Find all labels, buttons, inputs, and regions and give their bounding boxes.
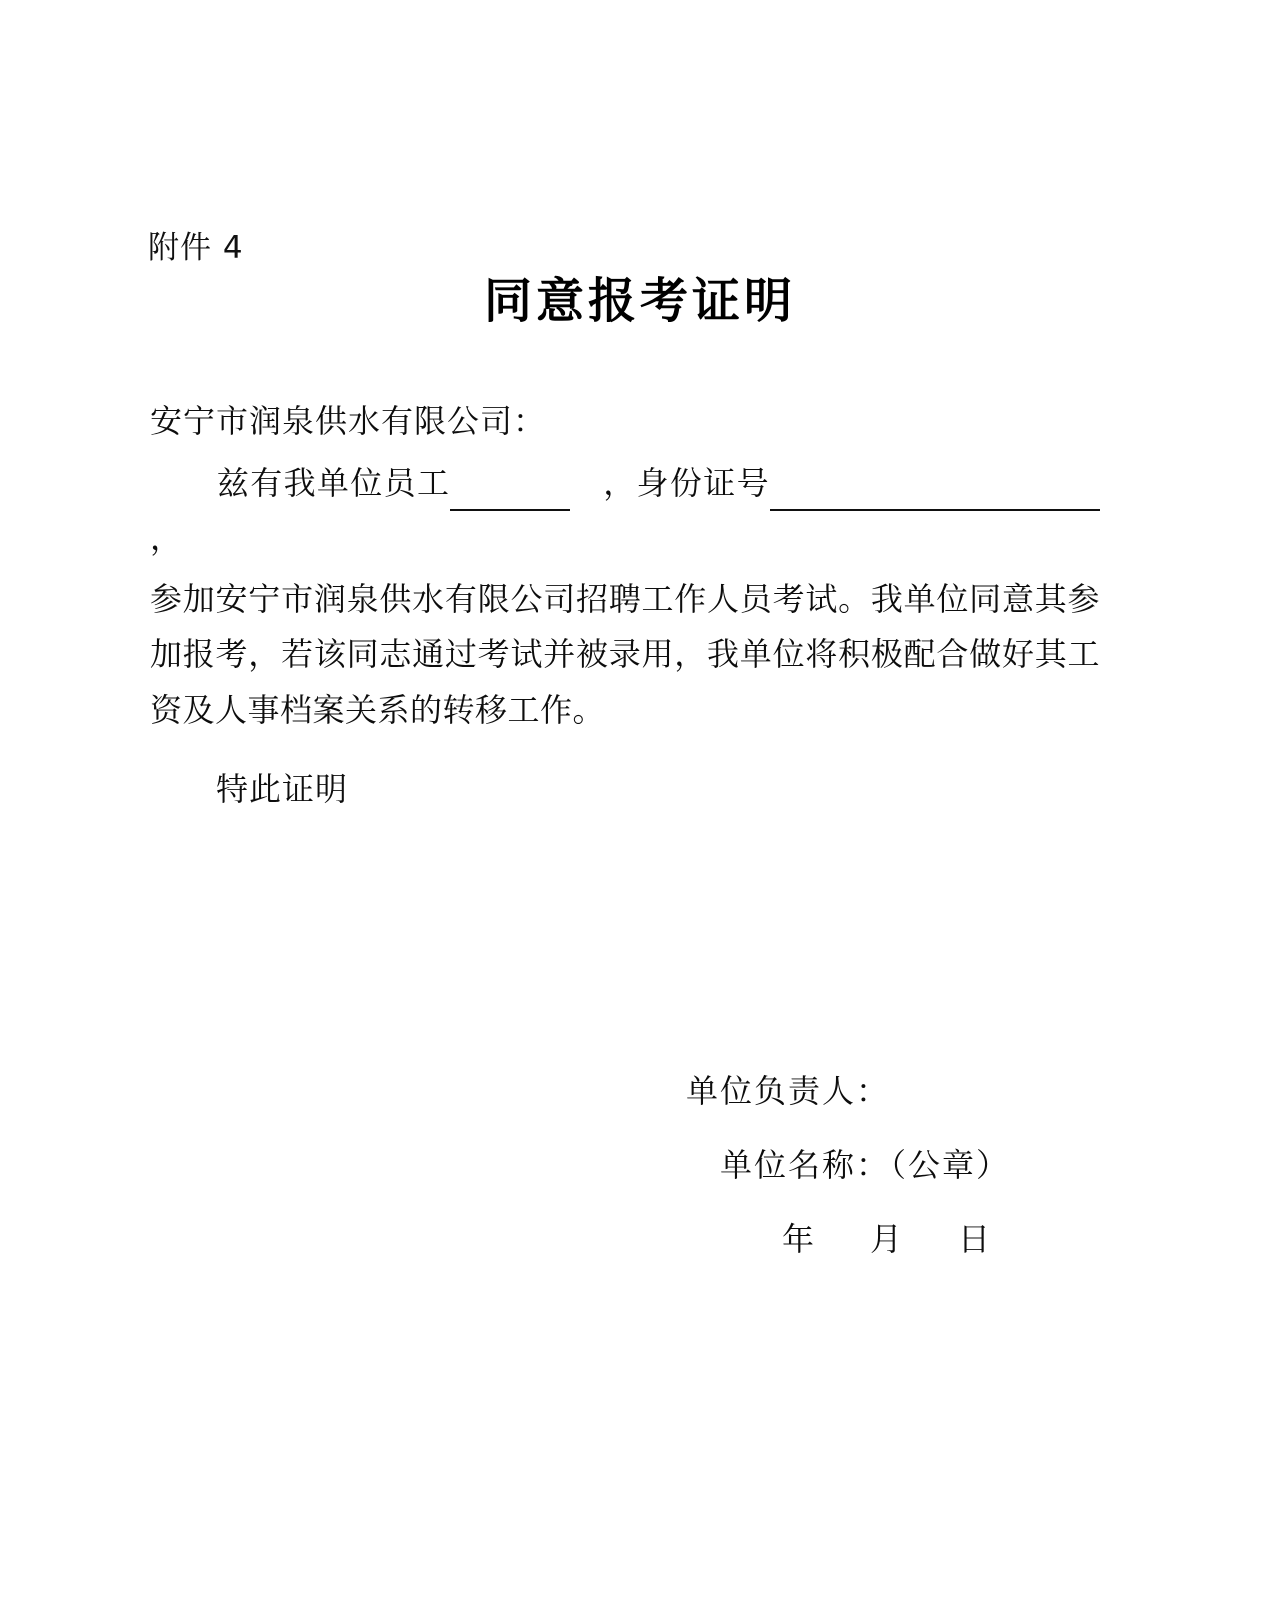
paragraph-first-line <box>150 456 1100 566</box>
unit-name-line: 单位名称：（公章） <box>720 1146 1011 1184</box>
attachment-label: 附件 4 <box>148 230 244 266</box>
date-year-label: 年 <box>782 1220 817 1258</box>
id-number-blank[interactable] <box>770 481 1100 511</box>
date-line <box>782 1220 1010 1258</box>
signature-block <box>686 1072 1011 1258</box>
paragraph1-mid-text: ，身份证号 <box>602 464 770 503</box>
closing-line <box>150 764 1100 815</box>
responsible-person-line: 单位负责人： <box>686 1072 891 1110</box>
document-body <box>150 398 1100 815</box>
paragraph-body: 参加安宁市润泉供水有限公司招聘工作人员考试。我单位同意其参加报考，若该同志通过考试并被录用，我单位将积极配合做好其工资及人事档案关系的转移工作。 <box>150 580 1100 729</box>
closing-text: 特此证明 <box>216 769 349 808</box>
date-day-label: 日 <box>958 1220 993 1258</box>
employee-name-blank[interactable] <box>450 481 570 511</box>
page-title: 同意报考证明 <box>483 273 796 329</box>
paragraph1-prefix-text: 兹有我单位员工 <box>216 464 451 503</box>
addressee-line: 安宁市润泉供水有限公司： <box>150 402 547 440</box>
paragraph1-suffix-text: ， <box>150 519 183 558</box>
date-month-label: 月 <box>870 1220 905 1258</box>
